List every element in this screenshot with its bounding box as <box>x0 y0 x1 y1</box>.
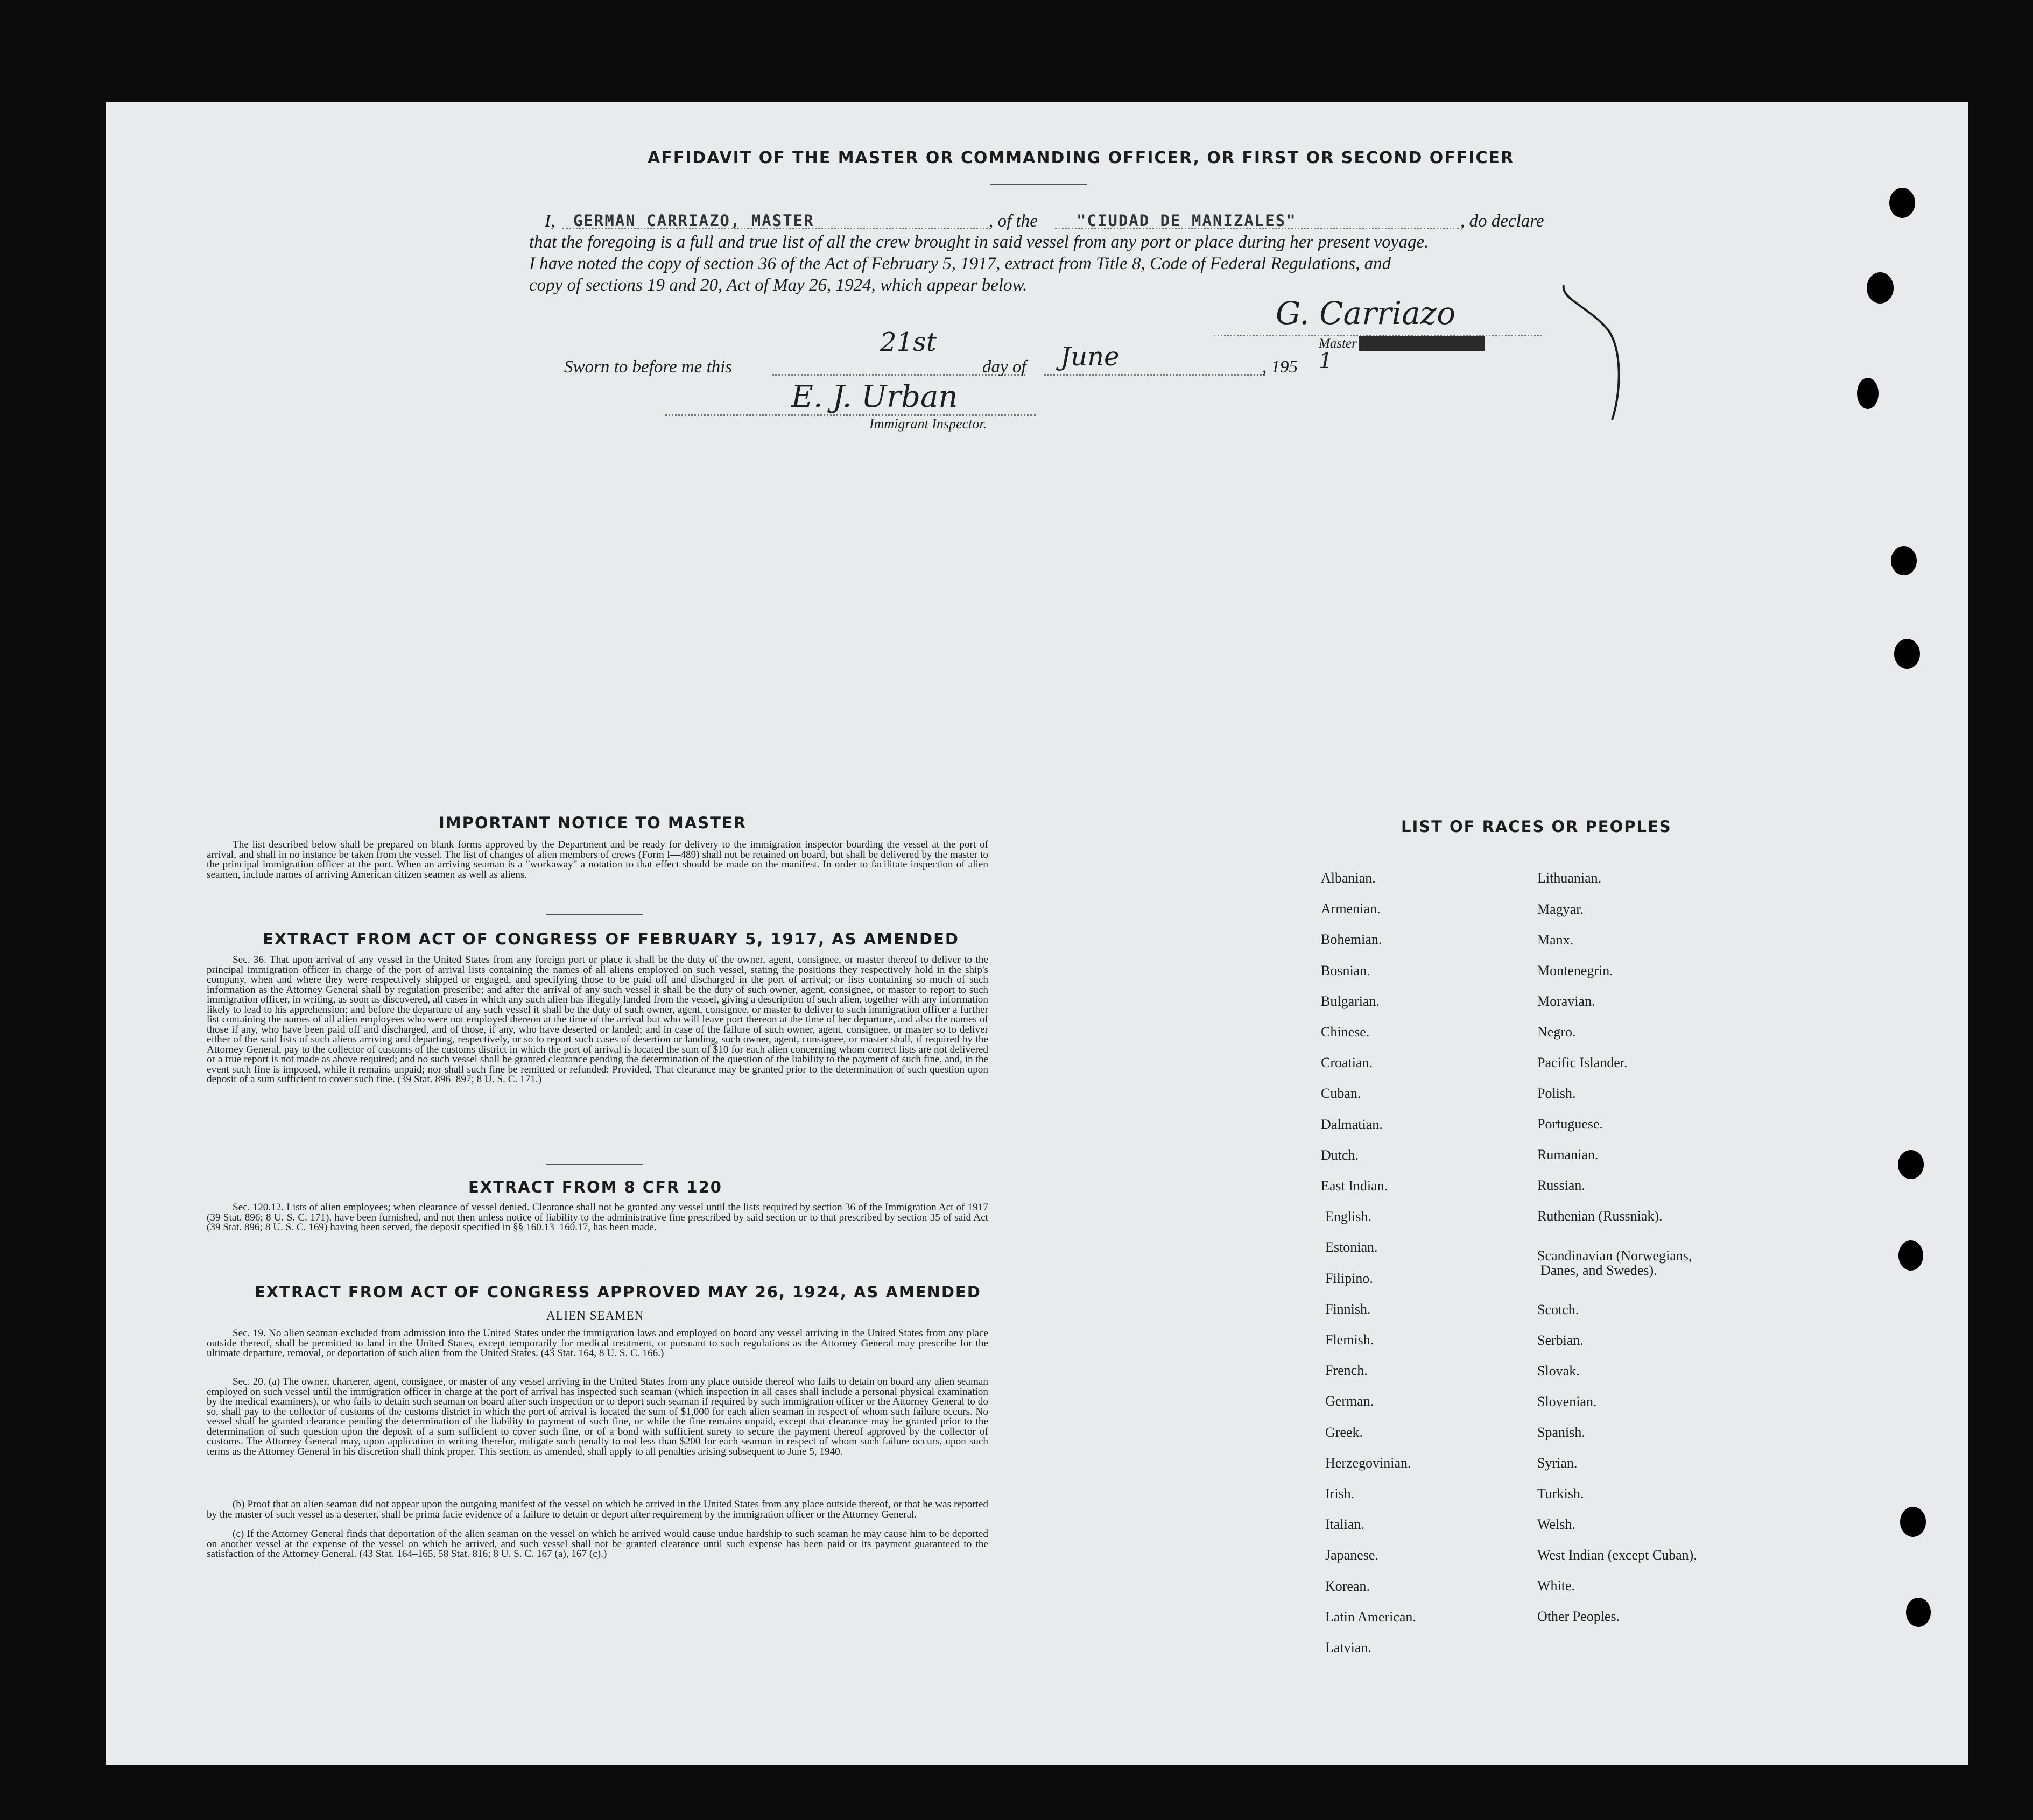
race-item: Magyar. <box>1537 901 1584 917</box>
sec-20a-body: Sec. 20. (a) The owner, charterer, agent, consignee, or master of any vessel arriving in the United States from any place outside thereof who fails to detain on board any alien seaman employed on such vessel until the immigration officer in charge at the port of arrival has inspected such seaman (which inspection in all cases shall include a personal physical examination by the medical examiners), or who fails to detain such seaman on board after such inspection or to deport such seaman if required by such immigration officer or the Attorney General to do so, shall pay to the collector of customs of the customs district in which the port of arrival is located the sum of $1,000 for each alien seaman in respect of whom such failure occurs. No vessel shall be granted clearance pending the determination of the liability to payment of such fine, or while the fine remains unpaid, except that clearance may be granted prior to the determination of such question upon the deposit of a sum sufficient to cover such fine, or of a bond with sufficient surety to secure the payment thereof approved by the collector of customs. The Attorney General may, upon application in writing therefor, mitigate such penalty to not less than $200 for each seaman in respect of whom such failure occurs, upon such terms as the Attorney General in his discretion shall think proper. This section, as amended, shall apply to all penalties arising subsequent to June 5, 1940. <box>207 1376 988 1457</box>
race-item: Filipino. <box>1325 1270 1373 1286</box>
declaration-line-2: I have noted the copy of section 36 of the Act of February 5, 1917, extract from Title 8, Code of Federal Regulations, and <box>529 254 1391 273</box>
sworn-month-value: June <box>1060 342 1120 372</box>
affidavit-i-label: I, <box>545 211 555 231</box>
vessel-name-value: "CIUDAD DE MANIZALES" <box>1077 211 1297 230</box>
declaration-line-3: copy of sections 19 and 20, Act of May 26, 1924, which appear below. <box>529 276 1028 295</box>
race-item: Portuguese. <box>1537 1116 1603 1132</box>
race-item: Rumanian. <box>1537 1147 1599 1162</box>
extract-8cfr-body: Sec. 120.12. Lists of alien employees; when clearance of vessel denied. Clearance shall not be granted any vessel until the lists required by section 36 of the Immigration Act of 1917 (39 Stat. 896; 8 U. S. C. 171), have been furnished, and not then unless notice of liability to the administrative fine prescribed by said section or to that prescribed by section 35 of said Act (39 Stat. 896; 8 U. S. C. 169) having been served, the deposit specified in §§ 160.13–160.17, has been made. <box>207 1202 988 1233</box>
punch-hole <box>1894 639 1920 669</box>
race-item: Moravian. <box>1537 993 1595 1009</box>
race-item: Manx. <box>1537 932 1574 948</box>
race-item: Flemish. <box>1325 1332 1374 1348</box>
day-of-label: day of <box>982 357 1026 377</box>
race-item: Cuban. <box>1321 1085 1361 1102</box>
do-declare-label: , do declare <box>1460 211 1544 231</box>
affidavit-title: AFFIDAVIT OF THE MASTER OR COMMANDING OFFICER, OR FIRST OR SECOND OFFICER <box>648 149 1515 167</box>
race-item: Bohemian. <box>1321 932 1382 948</box>
extract-1917-body: Sec. 36. That upon arrival of any vessel in the United States from any foreign port or place it shall be the duty of the owner, agent, consignee, or master thereof to deliver to the principal immigration officer in charge of the port of arrival lists containing the names of all aliens employed on such vessel, stating the positions they respectively hold in the ship's company, when and where they were respectively shipped or engaged, and specifying those to be paid off and discharged in the port of arrival; or lists containing so much of such information as the Attorney General shall by regulation prescribe; and after the arrival of any such vessel it shall be the duty of such owner, agent, consignee, or master to report to such immigration officer, in writing, as soon as discovered, all cases in which any such alien has illegally landed from the vessel, giving a description of such alien, together with any information likely to lead to his apprehension; and before the departure of any such vessel it shall be the duty of such owner, agent, consignee, or master to deliver to such immigration officer a further list containing the names of all alien employees who were not employed thereon at the time of the arrival but who will leave port thereon at the time of her departure, and also the names of those if any, who have been paid off and discharged, and of those, if any, who have deserted or landed; and in case of the failure of such owner, agent, consignee, or master so to deliver either of the said lists of such aliens arriving and departing, respectively, or so to report such cases of desertion or landing, such owner, agent, consignee, or master shall, if required by the Attorney General, pay to the collector of customs of the customs district in which the port of arrival is located the sum of $10 for each alien concerning whom correct lists are not delivered or a true report is not made as above required; and no such vessel shall be granted clearance pending the determination of the question of the liability to the payment of such fine, and, in the event such fine is imposed, while it remains unpaid; nor shall such fine be remitted or refunded: Provided, That clearance may be granted prior to the determination of such question upon deposit of a sum sufficient to cover such fine. (39 Stat. 896–897; 8 U. S. C. 171.) <box>207 954 988 1085</box>
race-item: Latvian. <box>1325 1640 1371 1655</box>
race-item: Bosnian. <box>1321 962 1370 978</box>
extract-1924-title: EXTRACT FROM ACT OF CONGRESS APPROVED MAY 26, 1924, AS AMENDED <box>255 1283 981 1301</box>
notice-body: The list described below shall be prepared on blank forms approved by the Department and be ready for delivery to the immigration inspector boarding the vessel at the port of arrival, and shall in no instance be taken from the vessel. The list of changes of alien members of crews (Form I—489) shall not be retained on board, but shall be delivered by the master to the principal immigration officer at the port. When an arriving seaman is a "workaway" a notation to that effect should be made on the manifest. In order to facilitate inspection of alien seamen, include names of arriving American citizen seamen as well as aliens. <box>207 839 988 880</box>
race-item: Croatian. <box>1321 1055 1373 1071</box>
race-item: Pacific Islander. <box>1537 1055 1628 1070</box>
sworn-day-value: 21st <box>880 327 937 357</box>
year-label: , 195 <box>1262 357 1298 377</box>
race-item: Slovak. <box>1537 1363 1580 1379</box>
race-item: Welsh. <box>1537 1516 1575 1532</box>
race-item: Lithuanian. <box>1537 870 1602 886</box>
punch-hole <box>1900 1507 1926 1537</box>
sec-20c-body: (c) If the Attorney General finds that deportation of the alien seaman on the vessel on which he arrived would cause undue hardship to such seaman he may cause him to be deported on another vessel at the expense of the vessel on which he arrived, and such vessel shall not be granted clearance until such expense has been paid or its payment guaranteed to the satisfaction of the Attorney General. (43 Stat. 164–165, 58 Stat. 816; 8 U. S. C. 167 (a), 167 (c).) <box>207 1528 988 1560</box>
race-item: White. <box>1537 1578 1575 1593</box>
race-item: English. <box>1325 1209 1371 1225</box>
race-item: Russian. <box>1537 1177 1585 1193</box>
race-item: Slovenian. <box>1537 1394 1597 1409</box>
race-item: Other Peoples. <box>1537 1609 1620 1624</box>
race-item: Latin American. <box>1325 1609 1416 1625</box>
punch-hole <box>1906 1598 1931 1627</box>
notice-title: IMPORTANT NOTICE TO MASTER <box>439 814 747 832</box>
race-item: Serbian. <box>1537 1332 1584 1348</box>
race-item: Bulgarian. <box>1321 993 1380 1009</box>
punch-hole <box>1898 1150 1924 1179</box>
race-item: Finnish. <box>1325 1301 1371 1317</box>
race-item: Korean. <box>1325 1578 1370 1594</box>
race-item: Dalmatian. <box>1321 1116 1383 1132</box>
race-item: Estonian. <box>1325 1239 1378 1255</box>
section-divider <box>546 1164 643 1165</box>
race-item: Japanese. <box>1325 1547 1378 1563</box>
race-item: Syrian. <box>1537 1455 1578 1471</box>
declaration-line-1: that the foregoing is a full and true list of all the crew brought in said vessel from any port or place during her present voyage. <box>529 232 1429 252</box>
race-item: Chinese. <box>1321 1024 1370 1040</box>
inspector-signature: E. J. Urban <box>791 379 958 414</box>
race-item: Spanish. <box>1537 1424 1585 1440</box>
race-item: French. <box>1325 1363 1368 1379</box>
race-item: East Indian. <box>1321 1178 1388 1194</box>
race-item: Polish. <box>1537 1085 1576 1101</box>
extract-8cfr-title: EXTRACT FROM 8 CFR 120 <box>468 1178 722 1196</box>
race-item: Dutch. <box>1321 1147 1359 1163</box>
section-divider <box>546 914 643 915</box>
master-signature: G. Carriazo <box>1276 295 1456 331</box>
master-name-value: GERMAN CARRIAZO, MASTER <box>573 211 814 230</box>
race-item: Montenegrin. <box>1537 963 1613 978</box>
races-title: LIST OF RACES OR PEOPLES <box>1401 817 1672 836</box>
extract-1917-title: EXTRACT FROM ACT OF CONGRESS OF FEBRUARY 5, 1917, AS AMENDED <box>263 930 959 948</box>
race-item: Negro. <box>1537 1024 1576 1040</box>
year-digit: 1 <box>1319 349 1333 373</box>
sworn-month-line <box>1044 374 1265 376</box>
race-item: Armenian. <box>1321 901 1381 917</box>
race-item: Italian. <box>1325 1516 1364 1533</box>
race-item: Albanian. <box>1321 870 1376 886</box>
sec-20b-body: (b) Proof that an alien seaman did not appear upon the outgoing manifest of the vessel on which he arrived in the United States from any place outside thereof, or that he was reported by the master of such vessel as a deserter, shall be prima facie evidence of a failure to detain or deport after requirement by the immigration officer or the Attorney General. <box>207 1499 988 1520</box>
punch-hole <box>1867 272 1894 304</box>
race-item: German. <box>1325 1393 1374 1409</box>
punch-hole <box>1891 546 1917 575</box>
alien-seamen-subtitle: ALIEN SEAMEN <box>546 1309 644 1322</box>
title-underline <box>990 184 1087 185</box>
race-item: Scotch. <box>1537 1302 1579 1317</box>
punch-hole <box>1857 378 1879 409</box>
race-item: Greek. <box>1325 1424 1363 1440</box>
officer-title-struck: First or Second Officer <box>1359 336 1485 350</box>
punch-hole <box>1889 188 1915 218</box>
sworn-label: Sworn to before me this <box>564 357 733 377</box>
race-item: Danes, and Swedes). <box>1540 1262 1657 1278</box>
inspector-label: Immigrant Inspector. <box>869 416 987 432</box>
punch-hole <box>1898 1240 1923 1271</box>
race-item: Turkish. <box>1537 1486 1584 1501</box>
sec-19-body: Sec. 19. No alien seaman excluded from admission into the United States under the immigration laws and employed on board any vessel arriving in the United States from any place outside thereof, shall be permitted to land in the United States, except temporarily for medical treatment, or pursuant to such regulations as the Attorney General may prescribe for the ultimate departure, removal, or deportation of such alien from the United States. (43 Stat. 164, 8 U. S. C. 166.) <box>207 1328 988 1359</box>
race-item: West Indian (except Cuban). <box>1537 1547 1697 1563</box>
race-item: Herzegovinian. <box>1325 1455 1411 1471</box>
of-the-label: , of the <box>989 211 1038 231</box>
signature-flourish <box>1507 283 1626 428</box>
race-item: Ruthenian (Russniak). <box>1537 1208 1663 1224</box>
race-item: Scandinavian (Norwegians, <box>1537 1248 1692 1264</box>
master-label: Master <box>1319 336 1357 351</box>
race-item: Irish. <box>1325 1486 1355 1501</box>
